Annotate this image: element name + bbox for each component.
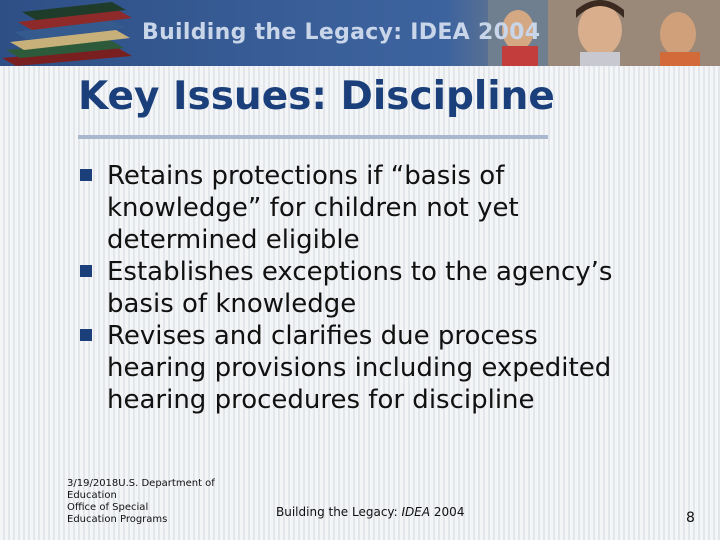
footer-title-emphasis: IDEA <box>401 505 431 519</box>
square-bullet-icon <box>80 329 92 341</box>
slide-number: 8 <box>686 510 695 526</box>
square-bullet-icon <box>80 265 92 277</box>
footer-title-prefix: Building the Legacy: <box>276 505 402 519</box>
footer-line: Education Programs <box>67 514 168 525</box>
slide-title: Key Issues: Discipline <box>78 74 555 119</box>
footer-line: Education <box>67 490 117 501</box>
bullet-item <box>78 256 638 320</box>
bullet-text: Revises and clarifies due process hearing provisions including expedited hearing procedures for discipline <box>107 321 612 415</box>
square-bullet-icon <box>80 169 92 181</box>
books-image <box>0 0 135 66</box>
banner-title: Building the Legacy: IDEA 2004 <box>142 20 541 45</box>
footer-title-suffix: 2004 <box>430 505 465 519</box>
bullet-list <box>78 160 638 416</box>
footer-line: Office of Special <box>67 502 149 513</box>
title-underline <box>78 135 548 139</box>
header-banner <box>0 0 720 66</box>
footer-date-organization <box>67 478 227 526</box>
bullet-text: Establishes exceptions to the agency’s basis of knowledge <box>107 257 613 319</box>
bullet-item <box>78 160 638 256</box>
footer-line: 3/19/2018U.S. Department of <box>67 478 215 489</box>
footer-title <box>276 505 464 519</box>
bullet-item <box>78 320 638 416</box>
bullet-text: Retains protections if “basis of knowledge” for children not yet determined eligible <box>107 161 519 255</box>
